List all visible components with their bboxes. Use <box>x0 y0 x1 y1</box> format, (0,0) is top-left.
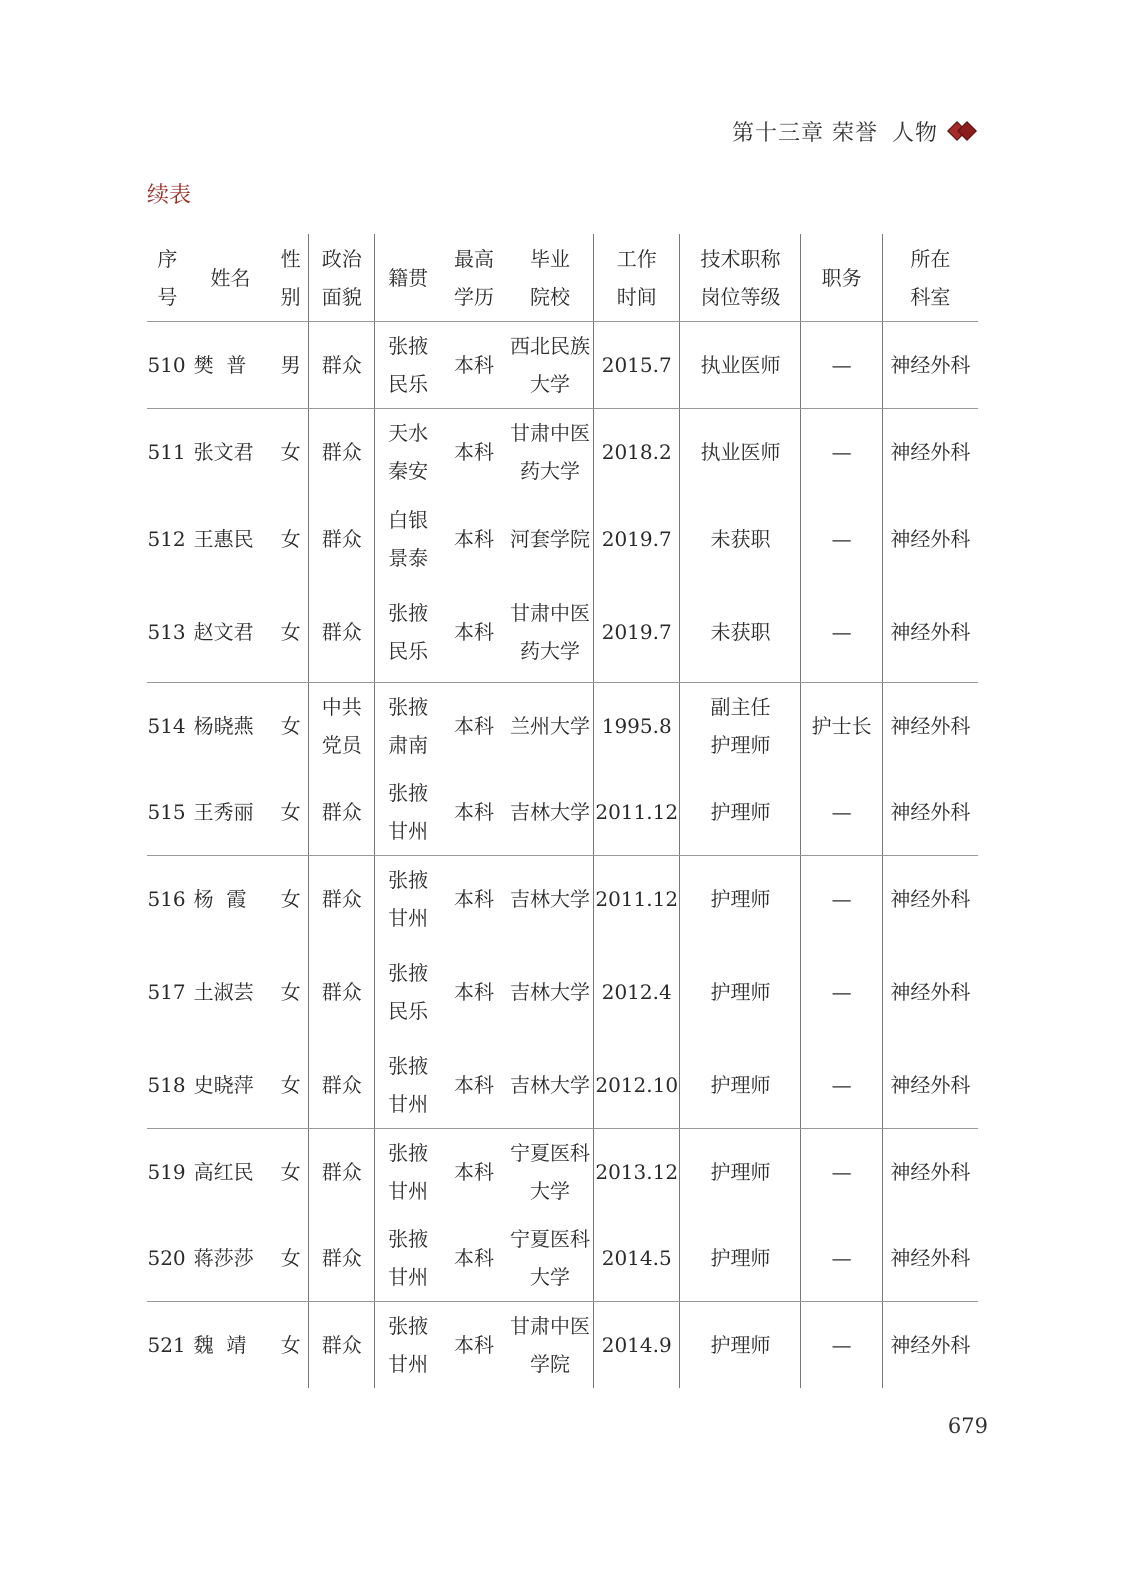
page-number: 679 <box>947 1414 988 1438</box>
cell-sex: 女 <box>280 713 301 738</box>
cell-sex: 女 <box>280 1332 301 1357</box>
cell-edu: 本科 <box>441 322 507 409</box>
cell-no: 515 <box>147 769 188 856</box>
cell-dept: 神经外科 <box>882 769 978 856</box>
cell-sex: 女 <box>280 526 301 551</box>
staff-table <box>147 234 978 1388</box>
cell-dept: 神经外科 <box>882 1301 978 1388</box>
cell-no: 519 <box>147 1159 186 1184</box>
header-political: 政治 面貌 <box>309 234 375 322</box>
cell-school: 河套学院 <box>510 526 590 551</box>
cell-pol: 群众 <box>309 409 375 496</box>
cell-no: 517 <box>147 979 186 1004</box>
cell-name: 蒋莎莎 <box>188 1215 273 1302</box>
header-sex: 性 别 <box>273 234 309 322</box>
cell-pol: 群众 <box>309 1042 375 1129</box>
cell-title: 护理师 <box>680 1042 801 1129</box>
cell-post: 护士长 <box>801 682 882 769</box>
table-row <box>147 855 978 942</box>
cell-dept: 神经外科 <box>882 942 978 1042</box>
header-post: 职务 <box>801 234 882 322</box>
cell-title: 未获职 <box>680 495 801 582</box>
cell-post: — <box>801 1128 882 1215</box>
cell-dept: 神经外科 <box>882 1042 978 1129</box>
cell-origin: 白银 景泰 <box>375 495 441 582</box>
cell-post: — <box>801 769 882 856</box>
cell-school: 甘肃中医 药大学 <box>507 582 593 682</box>
cell-no: 521 <box>147 1332 186 1357</box>
diamond-ornament-icon <box>948 121 978 141</box>
cell-school: 西北民族 大学 <box>507 322 593 409</box>
continued-table-label: 续表 <box>147 183 192 208</box>
cell-time: 1995.8 <box>593 682 679 769</box>
table-row <box>147 495 978 582</box>
cell-sex: 女 <box>280 1159 301 1184</box>
cell-title: 护理师 <box>680 1301 801 1388</box>
cell-time: 2018.2 <box>593 409 679 496</box>
cell-name: 王秀丽 <box>188 769 273 856</box>
cell-post: — <box>801 855 882 942</box>
cell-no: 516 <box>147 886 186 911</box>
cell-no: 510 <box>147 322 188 409</box>
cell-origin: 张掖 甘州 <box>375 855 441 942</box>
table-row <box>147 1301 978 1388</box>
cell-origin: 张掖 民乐 <box>375 322 441 409</box>
cell-no: 520 <box>147 1215 188 1302</box>
cell-dept: 神经外科 <box>882 855 978 942</box>
cell-post: — <box>801 409 882 496</box>
table-row <box>147 769 978 856</box>
cell-name: 王惠民 <box>193 526 254 551</box>
cell-post: — <box>801 1042 882 1129</box>
cell-edu: 本科 <box>441 1215 507 1302</box>
cell-edu: 本科 <box>453 979 494 1004</box>
cell-pol: 中共 党员 <box>309 682 375 769</box>
cell-dept: 神经外科 <box>882 1128 978 1215</box>
chapter-title: 第十三章 荣誉 <box>731 120 878 146</box>
cell-post: — <box>801 1215 882 1302</box>
cell-dept: 神经外科 <box>882 582 978 682</box>
cell-sex: 男 <box>273 322 309 409</box>
header-education: 最高 学历 <box>441 234 507 322</box>
cell-edu: 本科 <box>453 1332 494 1357</box>
cell-dept: 神经外科 <box>882 322 978 409</box>
header-work-time: 工作 时间 <box>593 234 679 322</box>
table-row <box>147 1128 978 1215</box>
cell-time: 2019.7 <box>593 582 679 682</box>
cell-time: 2012.10 <box>593 1042 679 1129</box>
cell-sex: 女 <box>273 769 309 856</box>
cell-pol: 群众 <box>309 855 375 942</box>
cell-post: — <box>801 942 882 1042</box>
cell-title: 执业医师 <box>680 322 801 409</box>
cell-school: 甘肃中医 药大学 <box>510 421 590 483</box>
cell-title: 副主任 护理师 <box>680 682 801 769</box>
cell-pol: 群众 <box>309 942 375 1042</box>
cell-pol: 群众 <box>309 495 375 582</box>
cell-pol: 群众 <box>309 1128 375 1215</box>
cell-edu: 本科 <box>441 582 507 682</box>
cell-sex: 女 <box>280 886 301 911</box>
cell-origin: 张掖 民乐 <box>375 942 441 1042</box>
cell-dept: 神经外科 <box>882 495 978 582</box>
table-row <box>147 1215 978 1302</box>
cell-pol: 群众 <box>309 322 375 409</box>
cell-name: 樊 普 <box>188 322 273 409</box>
cell-post: — <box>801 1301 882 1388</box>
cell-name: 杨 霞 <box>193 886 247 911</box>
cell-school: 宁夏医科 大学 <box>507 1215 593 1302</box>
cell-time: 2015.7 <box>593 322 679 409</box>
cell-title: 护理师 <box>680 942 801 1042</box>
header-origin: 籍贯 <box>375 234 441 322</box>
cell-school: 兰州大学 <box>510 713 590 738</box>
cell-origin: 张掖 甘州 <box>375 1042 441 1129</box>
cell-edu: 本科 <box>453 1159 494 1184</box>
cell-dept: 神经外科 <box>882 409 978 496</box>
cell-title: 未获职 <box>680 582 801 682</box>
table-row <box>147 1042 978 1129</box>
cell-edu: 本科 <box>453 713 494 738</box>
cell-time: 2011.12 <box>593 855 679 942</box>
cell-no: 518 <box>147 1042 188 1129</box>
cell-time: 2013.12 <box>593 1128 679 1215</box>
cell-dept: 神经外科 <box>882 1215 978 1302</box>
cell-title: 护理师 <box>680 1215 801 1302</box>
cell-edu: 本科 <box>441 769 507 856</box>
cell-no: 513 <box>147 582 188 682</box>
table-row <box>147 409 978 496</box>
cell-sex: 女 <box>280 440 301 464</box>
cell-origin: 张掖 甘州 <box>375 1301 441 1388</box>
cell-time: 2019.7 <box>593 495 679 582</box>
cell-post: — <box>801 322 882 409</box>
table-row <box>147 942 978 1042</box>
cell-origin: 天水 秦安 <box>375 409 441 496</box>
cell-origin: 张掖 甘州 <box>375 1128 441 1215</box>
cell-post: — <box>801 495 882 582</box>
cell-school: 吉林大学 <box>507 769 593 856</box>
cell-origin: 张掖 甘州 <box>375 769 441 856</box>
cell-no: 512 <box>147 526 186 551</box>
cell-name: 高红民 <box>193 1159 254 1184</box>
cell-school: 吉林大学 <box>510 979 590 1004</box>
cell-school: 宁夏医科 大学 <box>510 1140 590 1203</box>
cell-post: — <box>801 582 882 682</box>
cell-sex: 女 <box>273 1215 309 1302</box>
cell-origin: 张掖 民乐 <box>375 582 441 682</box>
table-row <box>147 322 978 409</box>
cell-edu: 本科 <box>441 1042 507 1129</box>
cell-pol: 群众 <box>309 582 375 682</box>
cell-pol: 群众 <box>309 1301 375 1388</box>
cell-no: 514 <box>147 713 186 738</box>
cell-pol: 群众 <box>309 769 375 856</box>
cell-title: 护理师 <box>680 769 801 856</box>
cell-school: 吉林大学 <box>507 1042 593 1129</box>
cell-time: 2011.12 <box>593 769 679 856</box>
cell-dept: 神经外科 <box>882 682 978 769</box>
cell-no: 511 <box>147 440 186 464</box>
cell-pol: 群众 <box>309 1215 375 1302</box>
cell-name: 赵文君 <box>188 582 273 682</box>
cell-time: 2014.9 <box>593 1301 679 1388</box>
cell-name: 张文君 <box>193 440 254 464</box>
cell-sex: 女 <box>273 582 309 682</box>
table-row <box>147 682 978 769</box>
cell-time: 2014.5 <box>593 1215 679 1302</box>
cell-origin: 张掖 肃南 <box>375 682 441 769</box>
running-header <box>732 113 978 149</box>
cell-edu: 本科 <box>453 440 494 464</box>
section-title: 人物 <box>891 120 938 146</box>
cell-origin: 张掖 甘州 <box>375 1215 441 1302</box>
cell-time: 2012.4 <box>593 942 679 1042</box>
cell-name: 史晓萍 <box>188 1042 273 1129</box>
header-dept: 所在 科室 <box>882 234 978 322</box>
cell-edu: 本科 <box>453 526 494 551</box>
cell-title: 护理师 <box>680 1128 801 1215</box>
cell-sex: 女 <box>280 979 301 1004</box>
cell-name: 土淑芸 <box>193 979 254 1004</box>
table-header-row <box>147 234 978 322</box>
cell-name: 魏 靖 <box>193 1332 247 1357</box>
header-school: 毕业 院校 <box>507 234 593 322</box>
header-no: 序 号 <box>147 234 188 322</box>
header-name: 姓名 <box>188 234 273 322</box>
cell-name: 杨晓燕 <box>193 713 254 738</box>
table-row <box>147 582 978 682</box>
cell-title: 护理师 <box>680 855 801 942</box>
cell-school: 甘肃中医 学院 <box>510 1313 590 1376</box>
cell-sex: 女 <box>273 1042 309 1129</box>
header-title: 技术职称 岗位等级 <box>680 234 801 322</box>
cell-school: 吉林大学 <box>510 886 590 911</box>
cell-title: 执业医师 <box>680 409 801 496</box>
cell-edu: 本科 <box>453 886 494 911</box>
